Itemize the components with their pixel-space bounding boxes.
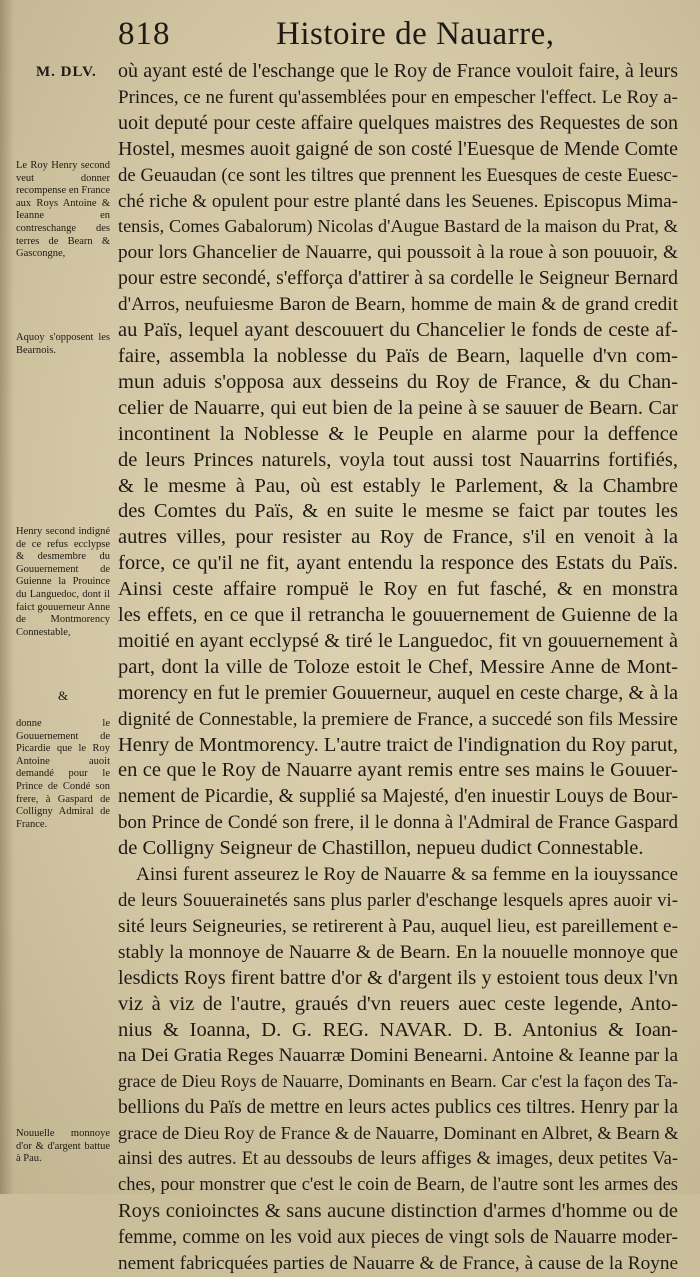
text-line: pour estre secondé, s'efforça d'attirer à sa cordelle le Seigneur Bernard	[118, 267, 678, 290]
text-line: mun aduis s'opposa aux desseins du Roy de France, & du Chan-	[118, 370, 678, 393]
text-line: au Païs, lequel ayant descouuert du Chancelier le fonds de ceste af-	[118, 319, 678, 342]
text-line: grace de Dieu Roy de France & de Nauarre, Dominant en Albret, & Bearn &	[118, 1123, 679, 1144]
text-line: celier de Nauarre, qui eut bien de la peine à se sauuer de Bearn. Car	[118, 396, 678, 419]
text-line: nement fabricquées parties de Nauarre & de France, à cause de la Royne	[118, 1252, 678, 1274]
text-line: de Geuaudan (ce sont les tiltres que prennent les Euesques de ceste Euesc-	[118, 164, 678, 186]
text-line: moitié en ayant ecclypsé & tiré le Languedoc, fit vn gouuernement à	[118, 629, 678, 652]
text-line: de leurs Princes naturels, voyla tout aussi tost Nauarrins fortifiés,	[118, 448, 678, 471]
text-line: pour lors Ghancelier de Nauarre, qui poussoit à la roue à son pouuoir, &	[118, 242, 678, 264]
text-line: bon Prince de Condé son frere, il le donna à l'Admiral de France Gaspard	[118, 812, 678, 834]
gutter-shadow	[0, 0, 14, 1194]
text-line: nius & Ioanna, D. G. REG. NAVAR. D. B. Antonius & Ioan-	[118, 1018, 678, 1041]
text-line: nement de Picardie, & supplié sa Majesté, d'en inuestir Louys de Bour-	[118, 786, 678, 808]
text-line: sité leurs Seigneuries, se retirerent à Pau, auquel lieu, est pareillement e-	[118, 915, 678, 937]
text-line: en ce que le Roy de Nauarre ayant remis entre ses mains le Gouuer-	[118, 759, 678, 782]
text-line: na Dei Gratia Reges Nauarræ Domini Benearni. Antoine & Ieanne par la	[118, 1045, 678, 1067]
text-line: part, dont la ville de Toloze estoit le Chef, Messire Anne de Mont-	[118, 655, 678, 678]
text-line: des Comtes du Païs, & en suite le mesme se faict par toutes les	[118, 500, 678, 523]
text-line: d'Arros, neufuiesme Baron de Bearn, homme de main & de grand credit	[118, 294, 678, 316]
margin-note-aquoy: Aquoy s'opposent les Bearnois.	[16, 332, 110, 356]
text-line: Henry de Montmorency. L'autre traict de l'indignation du Roy parut,	[118, 733, 678, 756]
margin-year: M. DLV.	[36, 64, 97, 80]
text-line: ches, pour monstrer que c'est le coin de Bearn, de l'autre sont les armes des	[118, 1174, 678, 1195]
margin-note-ampersand: &	[57, 688, 69, 703]
text-line: ché riche & opulent pour estre planté dans les Seuenes. Episcopus Mima-	[118, 190, 678, 212]
text-line: faire, assembla la noblesse du Païs de Bearn, laquelle d'vn com-	[118, 344, 678, 367]
text-line: Ainsi furent asseurez le Roy de Nauarre & sa femme en la iouyssance	[136, 864, 678, 886]
text-line: autres villes, pour resister au Roy de France, s'il en venoit à la	[118, 526, 678, 549]
text-line: incontinent la Noblesse & le Peuple en alarme pour la deffence	[118, 422, 678, 445]
text-line: femme, comme on les void aux pieces de vingt sols de Nauarre moder-	[118, 1226, 678, 1248]
text-line: où ayant esté de l'eschange que le Roy de France vouloit faire, à leurs	[118, 60, 678, 82]
text-line: & le mesme à Pau, où est estably le Parlement, & la Chambre	[118, 474, 678, 497]
text-line: viz à viz de l'autre, graués d'vn reuers auec ceste legende, Anto-	[118, 992, 678, 1015]
text-line: force, ce qu'il ne fit, ayant entendu la responce des Estats du Païs.	[118, 552, 678, 575]
text-line: bellions du Païs de mettre en leurs actes publics ces tiltres. Henry par la	[118, 1097, 678, 1119]
text-line: Ainsi ceste affaire rompuë le Roy en fut fasché, & en monstra	[118, 578, 678, 601]
text-line: uoit deputé pour ceste affaire quelques maistres des Requestes de son	[118, 111, 678, 134]
text-line: de leurs Souuerainetés sans plus parler d'eschange lesquels apres auoir vi-	[118, 890, 678, 911]
text-line: Hostel, mesmes auoit gaigné de son costé l'Euesque de Mende Comte	[118, 137, 678, 160]
text-line: stably la monnoye de Nauarre & de Bearn. En la nouuelle monnoye que	[118, 941, 678, 963]
text-line: tensis, Comes Gabalorum) Nicolas d'Augue Bastard de la maison du Prat, &	[118, 216, 678, 237]
text-line: ainsi des autres. Et au dessoubs de leurs affiges & images, deux petites Va-	[118, 1149, 678, 1170]
text-line: Roys conioinctes & sans aucune distinction d'armes d'homme ou de	[118, 1199, 678, 1222]
body-text	[118, 59, 678, 1277]
page-title: Histoire de Nauarre,	[276, 16, 555, 52]
margin-note-donne: donne le Gouuernement de Picardie que le Roy Antoine auoit demandé pour le Prince de Condé son frere, à Gaspard de Colligny Admiral de France.	[16, 718, 110, 830]
margin-note-roy-henry: Le Roy Henry second veut donner recompense en France aux Roys Antoine & Ieanne en contreschange des terres de Bearn & Gascongne,	[16, 160, 110, 260]
margin-note-henry-second: Henry second indigné de ce refus ecclypse & desmembre du Gouuernement de Guienne la Prouince du Languedoc, dont il faict gouuerneur Anne de Montmorency Connestable,	[16, 526, 110, 638]
margin-note-nouvelle-monnoye: Nouuelle monnoye d'or & d'argent battue à Pau.	[16, 1128, 110, 1165]
text-line: morency en fut le premier Gouuerneur, auquel en ceste charge, & à la	[118, 681, 678, 704]
text-line: grace de Dieu Roys de Nauarre, Dominants en Bearn. Car c'est la façon des Ta-	[118, 1071, 678, 1092]
text-line: Princes, ce ne furent qu'assemblées pour en empescher l'effect. Le Roy a-	[118, 86, 678, 108]
page-number: 818	[118, 16, 171, 52]
text-line: dignité de Connestable, la premiere de France, a succedé son fils Messire	[118, 708, 678, 730]
running-head	[0, 12, 700, 62]
text-line: lesdicts Roys firent battre d'or & d'argent ils y estoient tous deux l'vn	[118, 966, 678, 989]
text-line: les effets, en ce que il retrancha le gouuernement de Guienne de la	[118, 604, 678, 627]
text-line: de Colligny Seigneur de Chastillon, nepueu dudict Connestable.	[118, 837, 644, 860]
